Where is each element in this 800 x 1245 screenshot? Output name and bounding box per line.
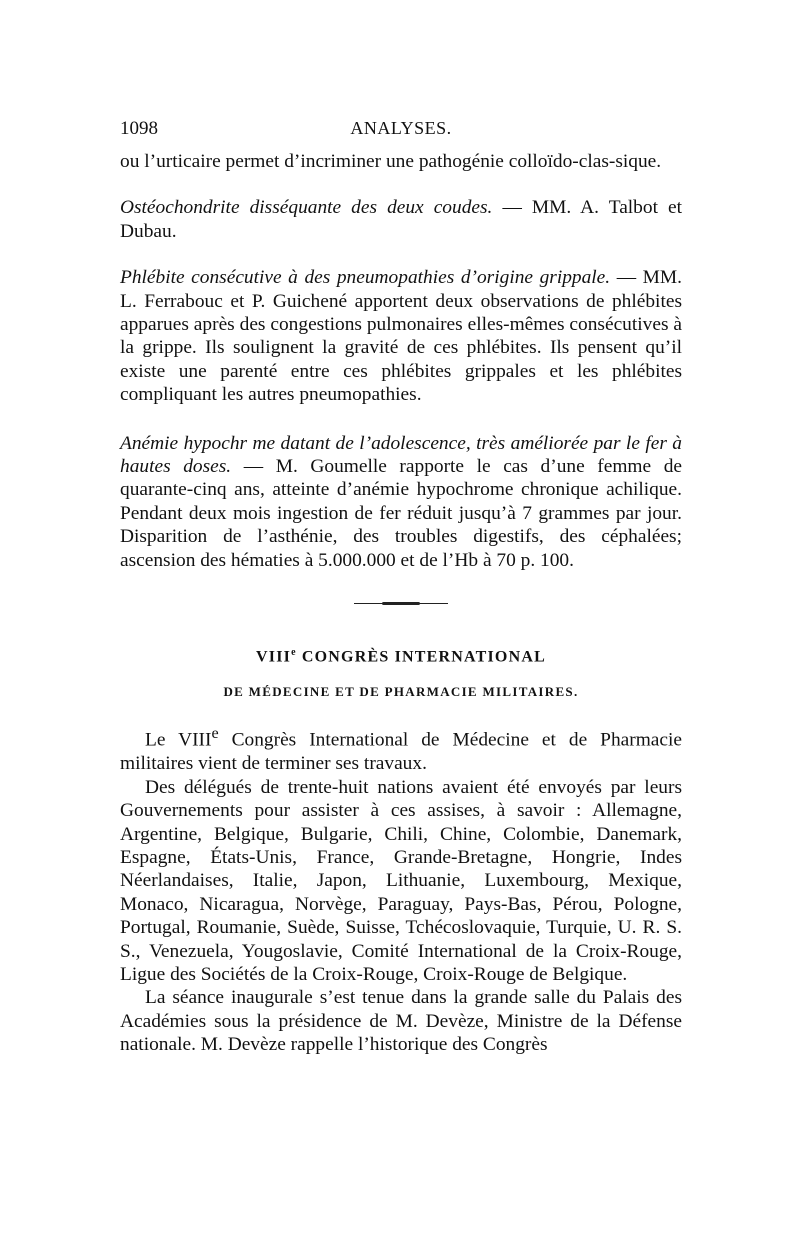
- heading-superscript: e: [291, 647, 297, 659]
- section-paragraph-2: Des délégués de trente-huit nations avaient été envoyés par leurs Gouvernements pour assister à ces assises, à savoir : Allemagne, Argentine, Belgique, Bulgarie, Chili, Chine, Colombie, Danemark, Espagne, États-Unis, France, Grande-Bretagne, Hongrie, Indes Néerlandaises, Italie, Japon, Lithuanie, Luxembourg, Mexique, Monaco, Nicaragua, Norvège, Paraguay, Pays-Bas, Pérou, Pologne, Portugal, Roumanie, Suède, Suisse, Tchécoslovaquie, Turquie, U. R. S. S., Venezuela, Yougoslavie, Comité International de la Croix-Rouge, Ligue des Sociétés de la Croix-Rouge, Croix-Rouge de Belgique.: [120, 776, 682, 985]
- running-header: [120, 118, 682, 142]
- abstract-anemie: [120, 432, 682, 572]
- text-run: Congrès International de Médecine et de Pharmacie militaires vient de terminer ses travaux.: [120, 729, 682, 775]
- superscript: e: [211, 725, 219, 743]
- section-subheading: DE MÉDECINE ET DE PHARMACIE MILITAIRES.: [223, 684, 579, 700]
- section-divider: [354, 598, 448, 610]
- abstract-osteochondrite: [120, 196, 682, 243]
- abstract-title: Ostéochondrite disséquante des deux coudes.: [120, 197, 493, 219]
- divider-ornament: [382, 602, 420, 605]
- heading-rest: CONGRÈS INTERNATIONAL: [296, 648, 546, 666]
- section-paragraph-1: [120, 722, 682, 775]
- abstract-text: — MM. L. Ferrabouc et P. Guichené apportent deux observations de phlébites apparues après des congestions pulmonaires elles-mêmes consécutives à la grippe. Ils soulignent la gravité de ces phlébites. Ils pensent qu’il existe une parenté entre ces phlébites grippales et les phlébites compliquant les autres pneumopathies.: [120, 267, 682, 406]
- paragraph-continuation: ou l’urticaire permet d’incriminer une pathogénie colloïdo-clas-sique.: [120, 151, 662, 172]
- abstract-text: — MM. A. Talbot et Dubau.: [120, 197, 682, 242]
- heading-roman: VIII: [256, 648, 292, 666]
- section-heading: [120, 647, 682, 666]
- running-title: ANALYSES.: [350, 118, 452, 138]
- abstract-title: Phlébite consécutive à des pneumopathies d’origine grippale.: [120, 267, 611, 289]
- text-run: Le VIII: [145, 729, 212, 751]
- abstract-text: — M. Goumelle rapporte le cas d’une femme de quarante-cinq ans, atteinte d’anémie hypochrome chronique achilique. Pendant deux mois ingestion de fer réduit jusqu’à 7 grammes par jour. Disparition de l’asthénie, des troubles digestifs, des céphalées; ascension des hématies à 5.000.000 et de l’Hb à 70 p. 100.: [120, 456, 682, 571]
- abstract-title: Anémie hypochr me datant de l’adolescence, très améliorée par le fer à hautes doses.: [120, 432, 682, 478]
- section-paragraph-3: La séance inaugurale s’est tenue dans la grande salle du Palais des Académies sous la présidence de M. Devèze, Ministre de la Défense nationale. M. Devèze rappelle l’historique des Congrès: [120, 987, 682, 1056]
- page-number: 1098: [120, 118, 158, 139]
- page-body: [120, 150, 682, 1057]
- abstract-phlebite: [120, 266, 682, 406]
